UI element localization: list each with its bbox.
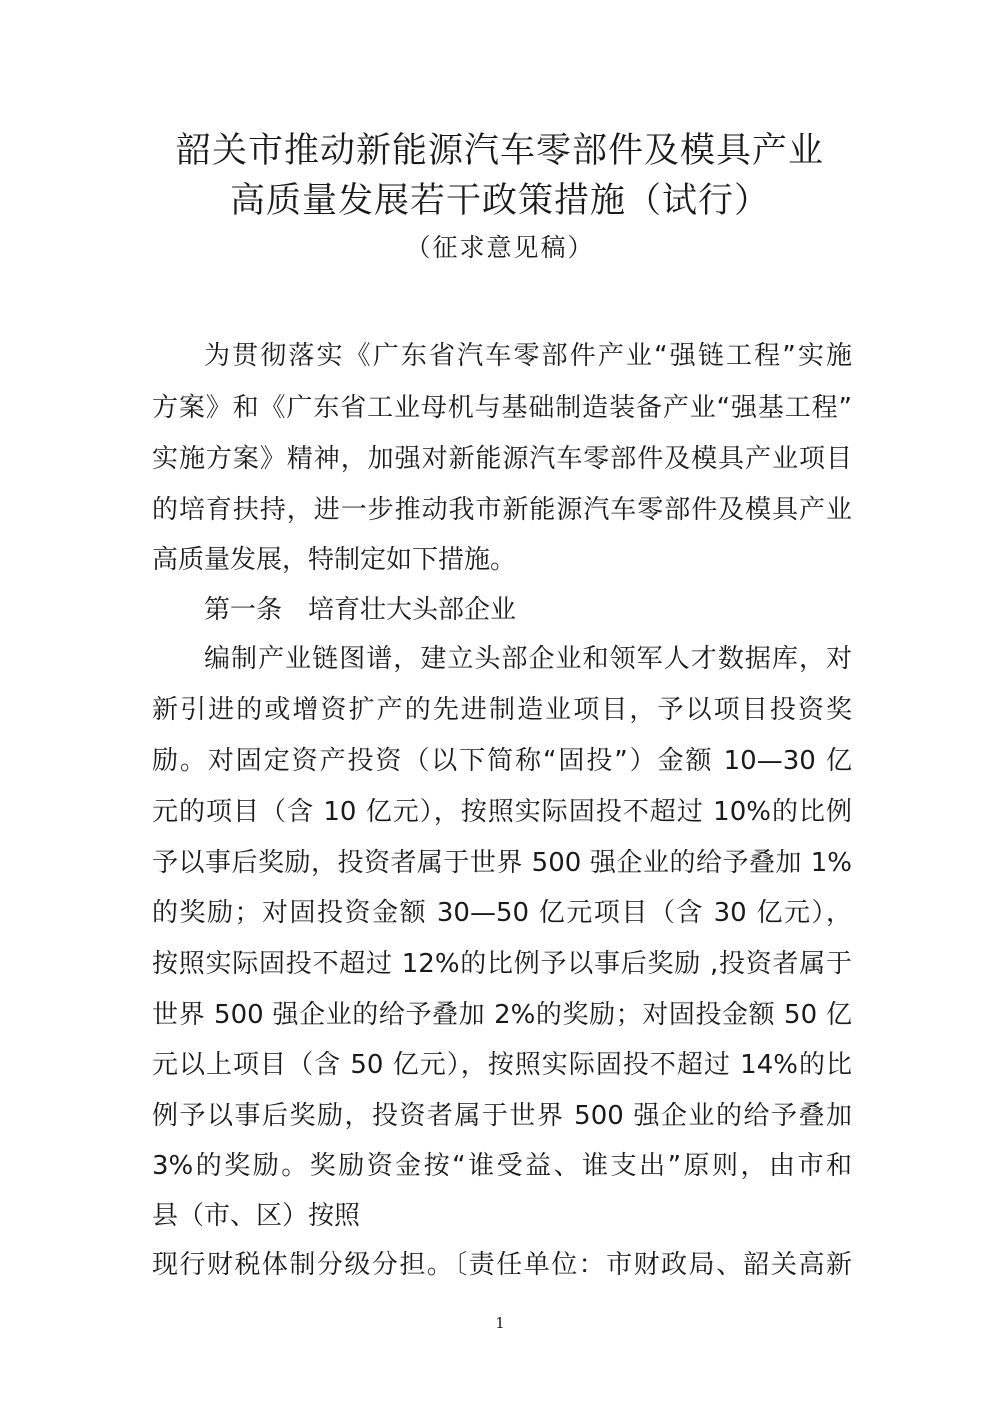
intro-line: 为贯彻落实《广东省汽车零部件产业“强链工程”实施 [204,341,852,371]
article-line: 编制产业链图谱，建立头部企业和领军人才数据库，对 [204,644,852,674]
article-line: 新引进的或增资扩产的先进制造业项目，予以项目投资奖 [152,695,852,725]
article-line: 按照实际固投不超过 12%的比例予以事后奖励 ,投资者属于 [152,949,852,979]
article-line: 的奖励；对固投资金额 30—50 亿元项目（含 30 亿元）， [152,898,852,928]
article-line: 元以上项目（含 50 亿元），按照实际固投不超过 14%的比 [152,1050,852,1080]
article-line: 3%的奖励。奖励资金按“谁受益、谁支出”原则，由市和 [152,1151,852,1181]
intro-line: 高质量发展，特制定如下措施。 [152,545,517,575]
page-number: 1 [495,1314,505,1332]
article-line: 元的项目（含 10 亿元），按照实际固投不超过 10%的比例 [152,797,852,827]
article-line: 世界 500 强企业的给予叠加 2%的奖励；对固投金额 50 亿 [152,1000,852,1030]
article-number: 第一条 [204,595,283,625]
intro-line: 的培育扶持，进一步推动我市新能源汽车零部件及模具产业 [152,495,852,525]
intro-line: 方案》和《广东省工业母机与基础制造装备产业“强基工程” [152,393,852,423]
article-line: 例予以事后奖励，投资者属于世界 500 强企业的给予叠加 [152,1101,852,1131]
document-title-line1: 韶关市推动新能源汽车零部件及模具产业 [175,131,824,171]
article-heading [204,597,516,623]
article-line: 励。对固定资产投资（以下简称“固投”）金额 10—30 亿 [152,746,852,776]
intro-line: 实施方案》精神，加强对新能源汽车零部件及模具产业项目 [152,444,852,474]
article-title: 培育壮大头部企业 [308,595,517,625]
article-line: 予以事后奖励，投资者属于世界 500 强企业的给予叠加 1% [152,848,852,878]
document-title-line2: 高质量发展若干政策措施（试行） [229,181,770,221]
article-line: 县（市、区）按照 [152,1201,361,1231]
article-line: 现行财税体制分级分担。〔责任单位：市财政局、韶关高新 [152,1250,852,1280]
document-subtitle: （征求意见稿） [405,233,595,262]
